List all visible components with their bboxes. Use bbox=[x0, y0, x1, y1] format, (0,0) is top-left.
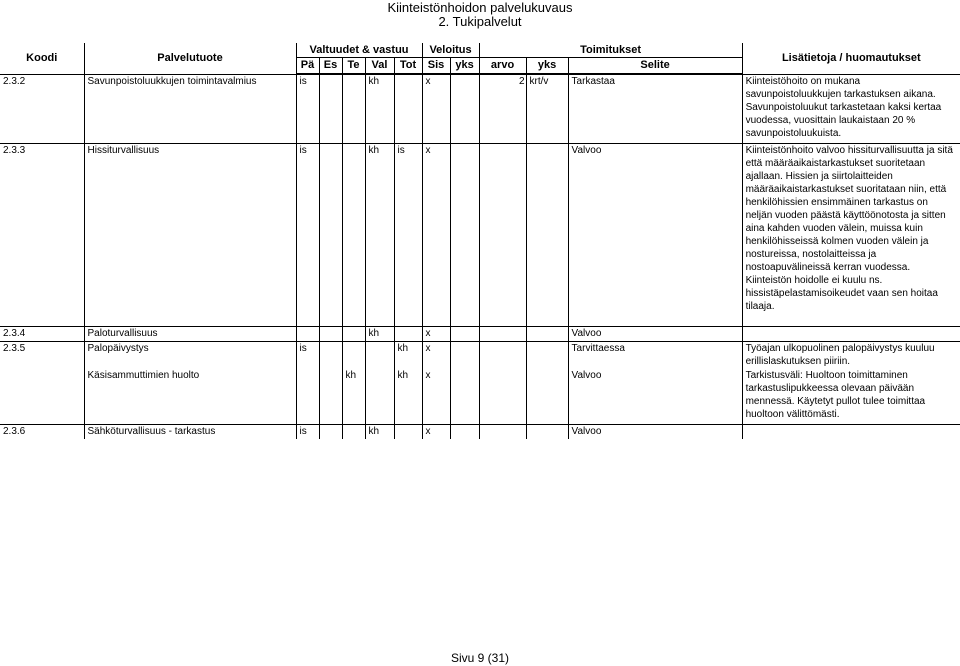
cell-val: kh bbox=[365, 424, 394, 439]
cell-lisatietoja: Kiinteistönhoito valvoo hissiturvallisuutta ja sitä että määräaikaistarkastukset suoritetaan ajallaan. Hissien ja siirtolaitteiden määräaikaistarkastukset suoritataan niin, että henkilöhissien ensimmäinen tarkastus on neljän vuoden päästä käyttöönotosta ja sitten aina kahden vuoden välein, muissa kuin henkilöhisseissä kolmen vuoden välein ja nostureissa, nostolaitteissa ja nostoapuvälineissä kerran vuodessa. Kiinteistön hoidolle ei kuulu ns. hissistäpelastamisoikeudet vaan sen hoitaa tilaaja. bbox=[742, 143, 960, 326]
table-row bbox=[0, 341, 960, 369]
cell-yks2 bbox=[526, 424, 568, 439]
cell-yks2 bbox=[526, 326, 568, 341]
cell-val bbox=[365, 341, 394, 369]
cell-yks bbox=[450, 143, 479, 326]
col-arvo: arvo bbox=[479, 58, 526, 75]
col-lisatietoja: Lisätietoja / huomautukset bbox=[781, 51, 921, 64]
cell-te bbox=[342, 143, 365, 326]
cell-es bbox=[319, 424, 342, 439]
cell-es bbox=[319, 74, 342, 143]
cell-yks2 bbox=[526, 369, 568, 424]
cell-pa: is bbox=[296, 341, 319, 369]
cell-te bbox=[342, 74, 365, 143]
cell-te bbox=[342, 326, 365, 341]
table-row bbox=[0, 326, 960, 341]
cell-tuote: Hissiturvallisuus bbox=[84, 143, 296, 326]
col-yks2: yks bbox=[526, 58, 568, 75]
cell-arvo bbox=[479, 341, 526, 369]
cell-lisatietoja bbox=[742, 424, 960, 439]
cell-yks bbox=[450, 369, 479, 424]
col-toimitukset: Toimitukset bbox=[479, 43, 742, 58]
cell-koodi: 2.3.5 bbox=[0, 341, 84, 369]
cell-pa bbox=[296, 326, 319, 341]
cell-arvo bbox=[479, 424, 526, 439]
cell-yks bbox=[450, 74, 479, 143]
cell-koodi: 2.3.2 bbox=[0, 74, 84, 143]
cell-selite: Tarkastaa bbox=[568, 74, 742, 143]
cell-arvo bbox=[479, 326, 526, 341]
cell-es bbox=[319, 369, 342, 424]
cell-val: kh bbox=[365, 326, 394, 341]
table-row bbox=[0, 143, 960, 326]
col-koodi: Koodi bbox=[0, 43, 84, 74]
cell-es bbox=[319, 341, 342, 369]
cell-es bbox=[319, 326, 342, 341]
table-row bbox=[0, 424, 960, 439]
cell-tot bbox=[394, 424, 422, 439]
col-yks: yks bbox=[450, 58, 479, 75]
cell-tuote: Savunpoistoluukkujen toimintavalmius bbox=[84, 74, 296, 143]
col-te: Te bbox=[342, 58, 365, 75]
cell-arvo: 2 bbox=[479, 74, 526, 143]
cell-selite: Valvoo bbox=[568, 424, 742, 439]
cell-arvo bbox=[479, 143, 526, 326]
col-veloitus: Veloitus bbox=[422, 43, 479, 58]
cell-selite: Valvoo bbox=[568, 326, 742, 341]
cell-yks2 bbox=[526, 341, 568, 369]
col-selite: Selite bbox=[568, 58, 742, 75]
cell-selite: Valvoo bbox=[568, 143, 742, 326]
col-es: Es bbox=[319, 58, 342, 75]
cell-koodi: 2.3.3 bbox=[0, 143, 84, 326]
cell-tuote: Sähköturvallisuus - tarkastus bbox=[84, 424, 296, 439]
page-number: Sivu 9 (31) bbox=[450, 651, 510, 665]
cell-es bbox=[319, 143, 342, 326]
cell-yks bbox=[450, 341, 479, 369]
cell-te: kh bbox=[342, 369, 365, 424]
cell-selite: Valvoo bbox=[568, 369, 742, 424]
cell-arvo bbox=[479, 369, 526, 424]
cell-val: kh bbox=[365, 74, 394, 143]
cell-val: kh bbox=[365, 143, 394, 326]
cell-tot: kh bbox=[394, 369, 422, 424]
cell-sis: x bbox=[422, 424, 450, 439]
table-row bbox=[0, 369, 960, 424]
cell-koodi: 2.3.4 bbox=[0, 326, 84, 341]
cell-sis: x bbox=[422, 341, 450, 369]
cell-tuote: Käsisammuttimien huolto bbox=[84, 369, 296, 424]
cell-pa: is bbox=[296, 143, 319, 326]
service-table bbox=[0, 43, 960, 439]
cell-tot: is bbox=[394, 143, 422, 326]
col-sis: Sis bbox=[422, 58, 450, 75]
cell-te bbox=[342, 341, 365, 369]
cell-lisatietoja bbox=[742, 326, 960, 341]
cell-yks2 bbox=[526, 143, 568, 326]
cell-tot: kh bbox=[394, 341, 422, 369]
col-valtuudet: Valtuudet & vastuu bbox=[296, 43, 422, 58]
cell-lisatietoja: Kiinteistöhoito on mukana savunpoistoluukkujen tarkastuksen aikana. Savunpoistoluukut tarkastetaan kaksi kertaa vuodessa, vuosittain laukaistaan 20 % savunpoistoluukuista. bbox=[742, 74, 960, 143]
cell-lisatietoja: Tarkistusväli: Huoltoon toimittaminen tarkastuslipukkeessa olevaan päivään mennessä. Käytetyt pullot tulee toimittaa huoltoon välittömästi. bbox=[745, 370, 926, 420]
cell-yks bbox=[450, 326, 479, 341]
cell-sis: x bbox=[422, 74, 450, 143]
cell-pa: is bbox=[296, 424, 319, 439]
cell-sis: x bbox=[422, 369, 450, 424]
col-tot: Tot bbox=[394, 58, 422, 75]
cell-sis: x bbox=[422, 326, 450, 341]
cell-koodi: 2.3.6 bbox=[0, 424, 84, 439]
cell-yks bbox=[450, 424, 479, 439]
section-subtitle: 2. Tukipalvelut bbox=[438, 14, 522, 29]
cell-yks2: krt/v bbox=[526, 74, 568, 143]
cell-pa bbox=[296, 369, 319, 424]
cell-koodi bbox=[0, 369, 84, 424]
cell-sis: x bbox=[422, 143, 450, 326]
cell-tot bbox=[394, 326, 422, 341]
col-palvelutuote: Palvelutuote bbox=[84, 43, 296, 74]
cell-pa: is bbox=[296, 74, 319, 143]
cell-tot bbox=[394, 74, 422, 143]
cell-tuote: Paloturvallisuus bbox=[84, 326, 296, 341]
cell-lisatietoja: Työajan ulkopuolinen palopäivystys kuuluu erillislaskutuksen piiriin. bbox=[742, 341, 960, 369]
cell-val bbox=[365, 369, 394, 424]
document-title: Kiinteistönhoidon palvelukuvaus bbox=[387, 0, 573, 15]
cell-tuote: Palopäivystys bbox=[84, 341, 296, 369]
cell-selite: Tarvittaessa bbox=[568, 341, 742, 369]
table-row bbox=[0, 74, 960, 143]
col-pa: Pä bbox=[296, 58, 319, 75]
col-val: Val bbox=[365, 58, 394, 75]
cell-te bbox=[342, 424, 365, 439]
